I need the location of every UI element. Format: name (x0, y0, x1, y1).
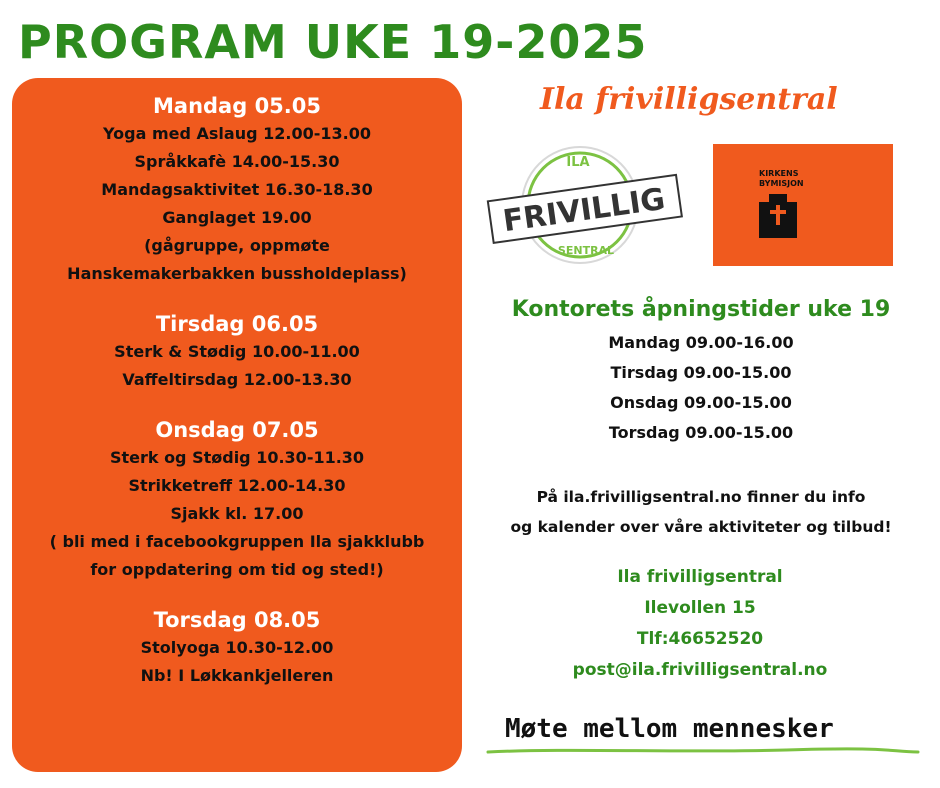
day-monday (12, 92, 462, 288)
brand-name: Ila frivilligsentral (540, 82, 838, 117)
activity-line: (gågruppe, oppmøte (144, 236, 330, 255)
slogan: Møte mellom mennesker (505, 714, 834, 744)
logo-main-text: FRIVILLIG (500, 181, 668, 240)
day-wednesday (12, 416, 462, 584)
info-text (468, 482, 934, 542)
activity-line: Strikketreff 12.00-14.30 (128, 476, 346, 495)
office-hours-line: Torsdag 09.00-15.00 (608, 423, 794, 442)
activity-line: Nb! I Løkkankjelleren (140, 666, 334, 685)
logo-bottom-text: SENTRAL (557, 244, 615, 257)
office-hours (470, 292, 932, 448)
slogan-underline (486, 744, 920, 758)
page-title: PROGRAM UKE 19-2025 (18, 15, 648, 69)
day-title: Tirsdag 06.05 (155, 312, 319, 336)
church-icon (759, 194, 797, 238)
activity-line: for oppdatering om tid og sted!) (90, 560, 384, 579)
contact-email[interactable]: post@ila.frivilligsentral.no (572, 660, 828, 680)
activity-line: Vaffeltirsdag 12.00-13.30 (122, 370, 352, 389)
day-title: Mandag 05.05 (153, 94, 321, 118)
activity-line: Mandagsaktivitet 16.30-18.30 (101, 180, 373, 199)
program-panel (12, 78, 462, 772)
day-title: Torsdag 08.05 (153, 608, 321, 632)
info-line: og kalender over våre aktiviteter og tilbud! (510, 518, 892, 536)
activity-line: ( bli med i facebookgruppen Ila sjakklubb (49, 532, 425, 551)
activity-line: Yoga med Aslaug 12.00-13.00 (103, 124, 371, 143)
contact-address: Ilevollen 15 (644, 598, 756, 618)
activity-line: Språkkafè 14.00-15.30 (134, 152, 340, 171)
activity-line: Stolyoga 10.30-12.00 (140, 638, 334, 657)
day-thursday (12, 606, 462, 690)
contact-name: Ila frivilligsentral (617, 567, 783, 587)
logo2-line1: KIRKENS (759, 169, 799, 178)
office-hours-line: Onsdag 09.00-15.00 (610, 393, 792, 412)
contact-block (520, 562, 880, 686)
activity-line: Sjakk kl. 17.00 (170, 504, 304, 523)
activity-line: Sterk & Stødig 10.00-11.00 (114, 342, 360, 361)
day-title: Onsdag 07.05 (155, 418, 319, 442)
activity-line: Ganglaget 19.00 (162, 208, 312, 227)
frivillig-logo (480, 140, 700, 270)
info-line: På ila.frivilligsentral.no finner du info (536, 488, 866, 506)
activity-line: Hanskemakerbakken bussholdeplass) (67, 264, 407, 283)
activity-line: Sterk og Stødig 10.30-11.30 (109, 448, 365, 467)
office-hours-title: Kontorets åpningstider uke 19 (511, 297, 891, 322)
office-hours-line: Mandag 09.00-16.00 (608, 333, 794, 352)
day-tuesday (12, 310, 462, 394)
contact-phone: Tlf:46652520 (636, 629, 764, 649)
logo-top-text: ILA (566, 155, 590, 170)
office-hours-line: Tirsdag 09.00-15.00 (610, 363, 792, 382)
kirkens-bymisjon-logo (713, 144, 893, 266)
logo2-line2: BYMISJON (759, 179, 804, 188)
